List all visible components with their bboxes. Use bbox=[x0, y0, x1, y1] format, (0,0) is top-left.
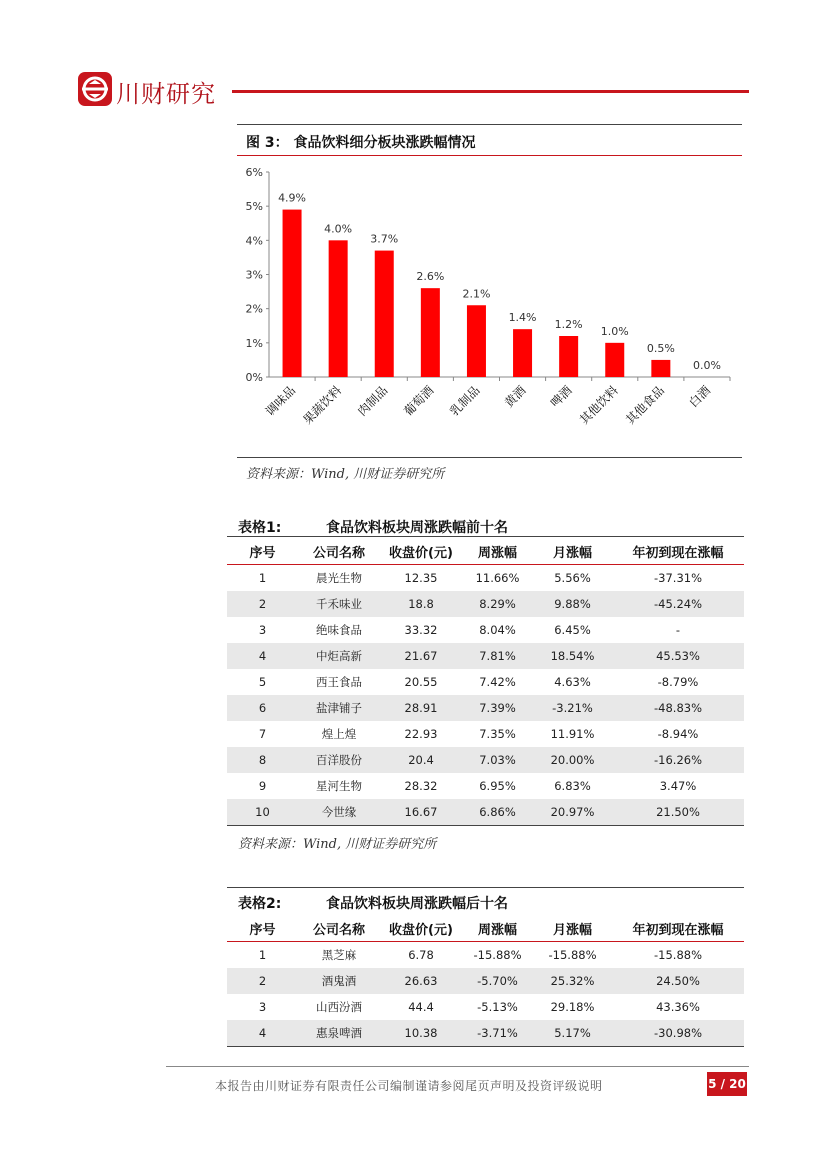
y-tick-label: 0% bbox=[245, 371, 263, 384]
table-cell: 7 bbox=[258, 727, 267, 741]
table-cell: 中炬高新 bbox=[298, 643, 380, 669]
y-tick-label: 2% bbox=[245, 302, 263, 316]
bar bbox=[329, 240, 348, 377]
data-label: 1.4% bbox=[508, 311, 537, 325]
table-cell: 25.32% bbox=[533, 968, 612, 994]
table-cell: -15.88% bbox=[654, 948, 702, 962]
x-tick-label: 葡萄酒 bbox=[401, 383, 437, 419]
data-label: 1.2% bbox=[554, 318, 583, 331]
table-cell: -30.98% bbox=[612, 1020, 744, 1047]
bar bbox=[651, 360, 670, 377]
table-cell: 绝味食品 bbox=[316, 623, 362, 637]
table-cell: 43.36% bbox=[656, 1000, 700, 1014]
data-label: 0.0% bbox=[692, 359, 721, 372]
table-row bbox=[227, 721, 744, 747]
table-cell: 盐津铺子 bbox=[298, 695, 380, 721]
x-tick-label: 白酒 bbox=[686, 383, 714, 411]
y-tick-label: 1% bbox=[245, 336, 263, 350]
table-cell: 7.42% bbox=[479, 675, 516, 689]
column-header: 收盘价(元) bbox=[380, 538, 462, 565]
table-cell: 7.35% bbox=[479, 727, 516, 741]
table-cell: 11.91% bbox=[550, 727, 595, 741]
table-cell: 10 bbox=[227, 799, 298, 826]
figure-bottom-rule bbox=[237, 457, 742, 458]
logo-text: 川财研究 bbox=[116, 80, 216, 108]
table-cell: - bbox=[675, 623, 681, 637]
table1-caption-label: 表格1: bbox=[238, 520, 282, 536]
table-row bbox=[227, 643, 744, 669]
table-cell: 10.38 bbox=[380, 1020, 462, 1047]
table1 bbox=[227, 538, 744, 826]
data-label: 3.7% bbox=[370, 232, 399, 246]
column-header: 公司名称 bbox=[298, 915, 380, 942]
table-cell: 西王食品 bbox=[316, 675, 362, 689]
table-row bbox=[227, 1020, 744, 1047]
figure-title-rule bbox=[237, 155, 742, 156]
table-cell: 晨光生物 bbox=[316, 571, 362, 585]
table-cell: 6.83% bbox=[554, 779, 591, 793]
table-cell: 4 bbox=[227, 1020, 298, 1047]
table2-caption-title: 食品饮料板块周涨跌幅后十名 bbox=[326, 896, 508, 912]
table-cell: 7.81% bbox=[462, 643, 533, 669]
table-cell: -37.31% bbox=[654, 571, 702, 585]
table-cell: 星河生物 bbox=[316, 779, 362, 793]
column-header: 周涨幅 bbox=[462, 915, 533, 942]
table-cell: 1 bbox=[258, 948, 267, 962]
table-cell: 5.56% bbox=[554, 571, 591, 585]
table1-caption-title: 食品饮料板块周涨跌幅前十名 bbox=[326, 520, 508, 536]
column-header: 月涨幅 bbox=[533, 538, 612, 565]
table-cell: 45.53% bbox=[612, 643, 744, 669]
table-cell: 20.4 bbox=[380, 747, 462, 773]
table-cell: 5 bbox=[258, 675, 267, 689]
table-row bbox=[227, 799, 744, 826]
column-header: 年初到现在涨幅 bbox=[612, 915, 744, 942]
header-rule bbox=[232, 90, 749, 93]
bar bbox=[421, 288, 440, 377]
table-cell: -3.71% bbox=[462, 1020, 533, 1047]
x-tick-label: 肉制品 bbox=[355, 383, 391, 419]
table-row bbox=[227, 669, 744, 695]
x-tick-label: 黄酒 bbox=[501, 383, 529, 411]
table-cell: 8.04% bbox=[479, 623, 516, 637]
table-cell: 4 bbox=[227, 643, 298, 669]
table-cell: -45.24% bbox=[612, 591, 744, 617]
y-tick-label: 5% bbox=[245, 200, 263, 214]
table-header-row bbox=[227, 538, 744, 565]
table1-top-rule bbox=[227, 536, 744, 537]
table-cell: 18.54% bbox=[533, 643, 612, 669]
x-tick-label: 果蔬饮料 bbox=[300, 383, 345, 428]
table-cell: 18.8 bbox=[380, 591, 462, 617]
data-label: 4.9% bbox=[278, 191, 307, 205]
column-header: 收盘价(元) bbox=[380, 915, 462, 942]
table-cell: 百洋股份 bbox=[298, 747, 380, 773]
table-cell: 8.29% bbox=[462, 591, 533, 617]
column-header: 年初到现在涨幅 bbox=[612, 538, 744, 565]
table-cell: 28.32 bbox=[404, 779, 438, 793]
column-header: 公司名称 bbox=[298, 538, 380, 565]
table-cell: -15.88% bbox=[473, 948, 522, 962]
table-cell: 12.35 bbox=[404, 571, 438, 585]
figure-title: 图 3： 食品饮料细分板块涨跌幅情况 bbox=[246, 135, 476, 151]
table-cell: -8.94% bbox=[657, 727, 699, 741]
bar-chart bbox=[237, 158, 742, 456]
table-row bbox=[227, 968, 744, 994]
table-row bbox=[227, 617, 744, 643]
table-cell: 6.86% bbox=[462, 799, 533, 826]
table-row bbox=[227, 942, 744, 969]
table-cell: 黑芝麻 bbox=[321, 948, 357, 962]
bar bbox=[605, 343, 624, 377]
table1-caption bbox=[238, 517, 508, 537]
table-cell: 6.78 bbox=[408, 948, 434, 962]
table-cell: 8 bbox=[227, 747, 298, 773]
table2-top-rule bbox=[227, 887, 744, 888]
data-label: 2.6% bbox=[416, 270, 445, 284]
table-cell: 21.67 bbox=[380, 643, 462, 669]
table-row bbox=[227, 591, 744, 617]
figure-source: 资料来源：Wind, 川财证券研究所 bbox=[246, 467, 445, 482]
table-row bbox=[227, 695, 744, 721]
table-cell: 煌上煌 bbox=[321, 727, 357, 741]
table-cell: 20.55 bbox=[404, 675, 438, 689]
table-cell: 28.91 bbox=[380, 695, 462, 721]
logo-icon bbox=[78, 72, 112, 106]
table-cell: 5.17% bbox=[533, 1020, 612, 1047]
x-tick-label: 啤酒 bbox=[547, 383, 575, 411]
column-header: 月涨幅 bbox=[533, 915, 612, 942]
x-tick-label: 其他饮料 bbox=[577, 383, 621, 428]
y-tick-label: 6% bbox=[245, 166, 263, 179]
table-cell: 惠泉啤酒 bbox=[298, 1020, 380, 1047]
table-cell: -3.21% bbox=[533, 695, 612, 721]
table-cell: 酒鬼酒 bbox=[298, 968, 380, 994]
footer-disclaimer: 本报告由川财证券有限责任公司编制谨请参阅尾页声明及投资评级说明 bbox=[215, 1079, 603, 1093]
bar bbox=[513, 329, 532, 377]
table-cell: 2 bbox=[227, 591, 298, 617]
table-cell: 2 bbox=[227, 968, 298, 994]
table2-caption-label: 表格2: bbox=[238, 896, 282, 912]
table-row bbox=[227, 994, 744, 1020]
bar bbox=[283, 210, 302, 377]
data-label: 2.1% bbox=[462, 287, 491, 301]
table-cell: 33.32 bbox=[404, 623, 438, 637]
table1-source: 资料来源：Wind, 川财证券研究所 bbox=[238, 837, 437, 852]
table-cell: 3 bbox=[258, 623, 267, 637]
table-cell: -16.26% bbox=[612, 747, 744, 773]
table-cell: 9.88% bbox=[533, 591, 612, 617]
x-tick-label: 乳制品 bbox=[447, 383, 483, 419]
data-label: 1.0% bbox=[600, 324, 629, 338]
table2 bbox=[227, 915, 744, 1047]
table-cell: 7.03% bbox=[462, 747, 533, 773]
data-label: 4.0% bbox=[324, 222, 353, 236]
bar bbox=[559, 336, 578, 377]
table-header-row bbox=[227, 915, 744, 942]
table-cell: 今世缘 bbox=[298, 799, 380, 826]
y-tick-label: 3% bbox=[245, 268, 263, 282]
table-cell: 山西汾酒 bbox=[316, 1000, 362, 1014]
table-cell: -5.70% bbox=[462, 968, 533, 994]
table-row bbox=[227, 747, 744, 773]
footer-rule bbox=[166, 1066, 749, 1067]
x-tick-label: 调味品 bbox=[262, 383, 299, 419]
table-cell: -5.13% bbox=[477, 1000, 518, 1014]
table-cell: -48.83% bbox=[612, 695, 744, 721]
column-header: 序号 bbox=[227, 538, 298, 565]
table-cell: 6 bbox=[227, 695, 298, 721]
data-label: 0.5% bbox=[646, 341, 675, 355]
figure-top-rule bbox=[237, 124, 742, 125]
table-cell: 29.18% bbox=[550, 1000, 595, 1014]
table-row bbox=[227, 773, 744, 799]
table-cell: 3 bbox=[258, 1000, 267, 1014]
table-cell: 44.4 bbox=[408, 1000, 434, 1014]
table-cell: 千禾味业 bbox=[298, 591, 380, 617]
table-cell: 24.50% bbox=[612, 968, 744, 994]
table-cell: 26.63 bbox=[380, 968, 462, 994]
column-header: 序号 bbox=[227, 915, 298, 942]
table-cell: -15.88% bbox=[548, 948, 597, 962]
x-tick-label: 其他食品 bbox=[623, 383, 667, 428]
bar bbox=[375, 251, 394, 377]
table-cell: 6.95% bbox=[479, 779, 516, 793]
table-cell: 3.47% bbox=[659, 779, 697, 793]
bar bbox=[467, 305, 486, 377]
table2-caption bbox=[238, 893, 508, 913]
y-tick-label: 4% bbox=[245, 234, 263, 248]
table-cell: 20.97% bbox=[533, 799, 612, 826]
table-cell: 22.93 bbox=[404, 727, 438, 741]
table-cell: 16.67 bbox=[380, 799, 462, 826]
table-cell: 7.39% bbox=[462, 695, 533, 721]
table-cell: -8.79% bbox=[657, 675, 699, 689]
table-cell: 9 bbox=[258, 779, 267, 793]
table-cell: 1 bbox=[258, 571, 267, 585]
table-cell: 4.63% bbox=[554, 675, 591, 689]
column-header: 周涨幅 bbox=[462, 538, 533, 565]
page-number: 5 / 20 bbox=[707, 1072, 747, 1096]
table-cell: 6.45% bbox=[554, 623, 591, 637]
table-cell: 11.66% bbox=[475, 571, 520, 585]
table-cell: 20.00% bbox=[533, 747, 612, 773]
table-cell: 21.50% bbox=[612, 799, 744, 826]
table-row bbox=[227, 565, 744, 592]
